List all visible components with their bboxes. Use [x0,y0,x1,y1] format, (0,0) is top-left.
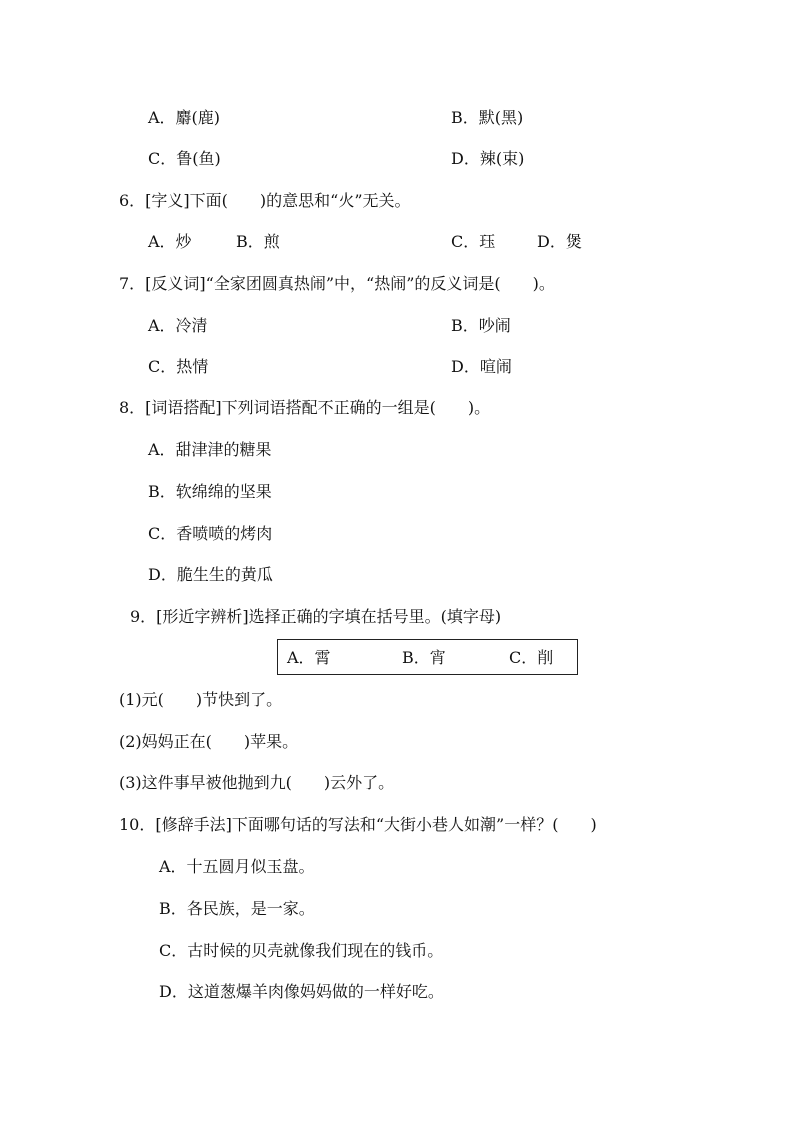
q6-option-a: A．炒 [148,232,192,251]
q8-option-b: B．软绵绵的坚果 [148,482,272,501]
q7-option-b: B．吵闹 [451,316,511,335]
q5-option-c: C．鲁(鱼) [148,149,221,168]
q7-option-c: C．热情 [148,357,209,376]
q9-box-option-c: C．削 [509,648,554,667]
q7-question: 7．[反义词]“全家团圆真热闹”中，“热闹”的反义词是( )。 [119,274,555,293]
q7-option-d: D．喧闹 [451,357,512,376]
q6-option-c: C．珏 [451,232,496,251]
q6-option-d: D．煲 [537,232,582,251]
q6-option-b: B．煎 [236,232,280,251]
q7-option-a: A．冷清 [148,316,208,335]
q5-option-d: D．辣(束) [451,149,525,168]
q9-box-option-a: A．霄 [287,648,331,667]
q9-box-option-b: B．宵 [402,648,446,667]
q8-option-a: A．甜津津的糖果 [148,440,272,459]
q10-option-d: D．这道葱爆羊肉像妈妈做的一样好吃。 [159,982,444,1001]
q9-item-1: (1)元( )节快到了。 [119,690,283,709]
q8-option-c: C．香喷喷的烤肉 [148,524,273,543]
q9-choice-box [277,639,578,675]
q10-option-b: B．各民族，是一家。 [159,899,315,918]
q9-item-2: (2)妈妈正在( )苹果。 [119,732,299,751]
q5-option-b: B．默(黑) [451,108,524,127]
q8-option-d: D．脆生生的黄瓜 [148,565,273,584]
q10-option-c: C．古时候的贝壳就像我们现在的钱币。 [159,941,444,960]
q10-option-a: A．十五圆月似玉盘。 [159,857,315,876]
q8-question: 8．[词语搭配]下列词语搭配不正确的一组是( )。 [119,398,491,417]
q10-question: 10．[修辞手法]下面哪句话的写法和“大街小巷人如潮”一样？( ) [119,815,597,834]
q5-option-a: A．麝(鹿) [148,108,221,127]
q9-item-3: (3)这件事早被他抛到九( )云外了。 [119,773,395,792]
q6-question: 6．[字义]下面( )的意思和“火”无关。 [119,191,411,210]
q9-question: 9．[形近字辨析]选择正确的字填在括号里。(填字母) [130,607,502,626]
